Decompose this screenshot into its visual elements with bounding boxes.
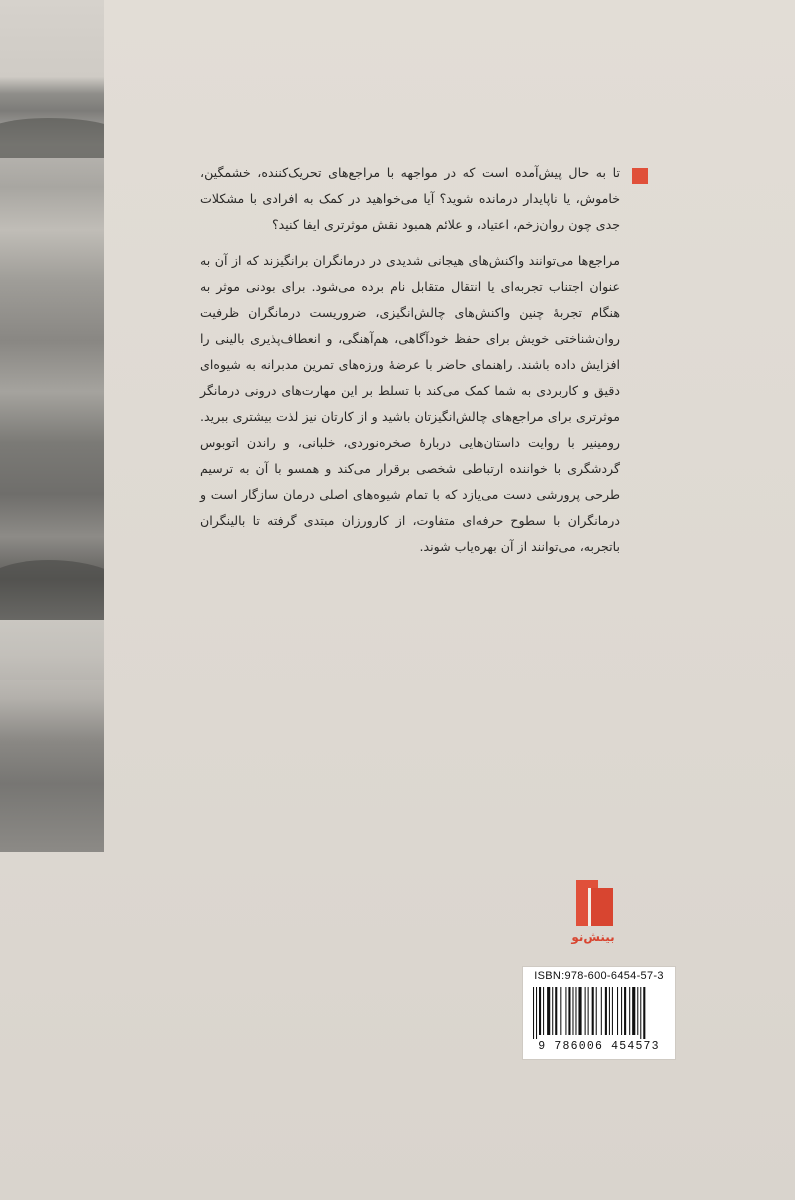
barcode-bar [629, 987, 630, 1035]
barcode-bar [596, 987, 597, 1035]
barcode-bar [560, 987, 561, 1035]
publisher-name: بینش‌نو [571, 930, 615, 944]
barcode-bar [640, 987, 641, 1039]
barcode-bars [531, 987, 667, 1039]
barcode-bar [585, 987, 586, 1035]
barcode-bar [621, 987, 622, 1035]
barcode-bar [578, 987, 581, 1035]
barcode-bar [609, 987, 610, 1035]
blurb-paragraph-2 [200, 248, 620, 560]
barcode-bar [547, 987, 550, 1035]
barcode-bar [643, 987, 645, 1039]
photo-hill-top [0, 118, 104, 158]
blurb-text [200, 160, 620, 560]
book-logo-icon [576, 880, 610, 926]
blurb-paragraph-1 [200, 160, 620, 238]
barcode-bar [601, 987, 602, 1035]
photo-water [0, 620, 104, 680]
barcode-bar [539, 987, 541, 1035]
isbn-barcode [522, 966, 676, 1060]
blurb-paragraph-2-text: مراجع‌ها می‌توانند واکنش‌های هیجانی شدیدی در درمانگران برانگیزند که از آن به عنوان اجتناب تجربه‌ای یا انتقال متقابل نام برده می‌شود. برای بودنی موثر به هنگام تجربهٔ چنین واکنش‌های چالش‌انگیزی، ضروریست درمانگران ظرفیت روان‌شناختی خویش برای حفظ خودآگاهی، هم‌آهنگی، و انعطاف‌پذیری بالینی را افزایش داده باشند. راهنمای حاضر با عرضهٔ ورزه‌های تمرین مدبرانه به شیوه‌ای دقیق و کاربردی به شما کمک می‌کند با تسلط بر این مهارت‌های درونی درمانگر موثرتری برای مراجع‌های چالش‌انگیزتان باشید و از کارتان نیز لذت بیشتری ببرید. رومینیر با روایت داستان‌هایی دربارهٔ صخره‌نوردی، خلبانی، و راندن اتوبوس گردشگری با خواننده ارتباطی شخصی برقرار می‌کند و همسو با آن به ترسیم طرحی پرورشی دست می‌یازد که با تمام شیوه‌های اصلی درمان سازگار است و درمانگران با سطوح حرفه‌ای متفاوت، از کارورزان مبتدی گرفته تا بالینگران باتجربه، می‌توانند از آن بهره‌یاب شوند. [200, 253, 620, 554]
barcode-bar [588, 987, 589, 1035]
barcode-digits: 9 786006 454573 [538, 1040, 660, 1053]
barcode-bar [565, 987, 566, 1035]
barcode-bar [624, 987, 626, 1035]
landscape-photo [0, 0, 104, 852]
barcode-bar [575, 987, 576, 1035]
barcode-bar [568, 987, 570, 1035]
blurb-paragraph-1-text: تا به حال پیش‌آمده است که در مواجهه با مراجع‌های تحریک‌کننده، خشمگین، خاموش، یا ناپایدار درمانده شوید؟ آیا می‌خواهید در کمک به افرادی با مشکلات جدی چون روان‌زخم، اعتیاد، و علائم همبود نقش موثرتری ایفا کنید؟ [200, 165, 620, 232]
barcode-bar [612, 987, 613, 1035]
photo-hill-bottom [0, 560, 104, 620]
barcode-bar [536, 987, 537, 1039]
barcode-bar [543, 987, 544, 1035]
barcode-bar [572, 987, 573, 1035]
barcode-bar [552, 987, 553, 1035]
publisher-logo [568, 880, 618, 952]
barcode-bar [617, 987, 618, 1035]
square-bullet-icon [632, 168, 648, 184]
barcode-bar [533, 987, 534, 1039]
barcode-bar [637, 987, 638, 1035]
barcode-bar [592, 987, 594, 1035]
barcode-bar [555, 987, 557, 1035]
barcode-bar [605, 987, 607, 1035]
isbn-label: ISBN:978-600-6454-57-3 [534, 970, 664, 982]
barcode-bar [632, 987, 635, 1035]
